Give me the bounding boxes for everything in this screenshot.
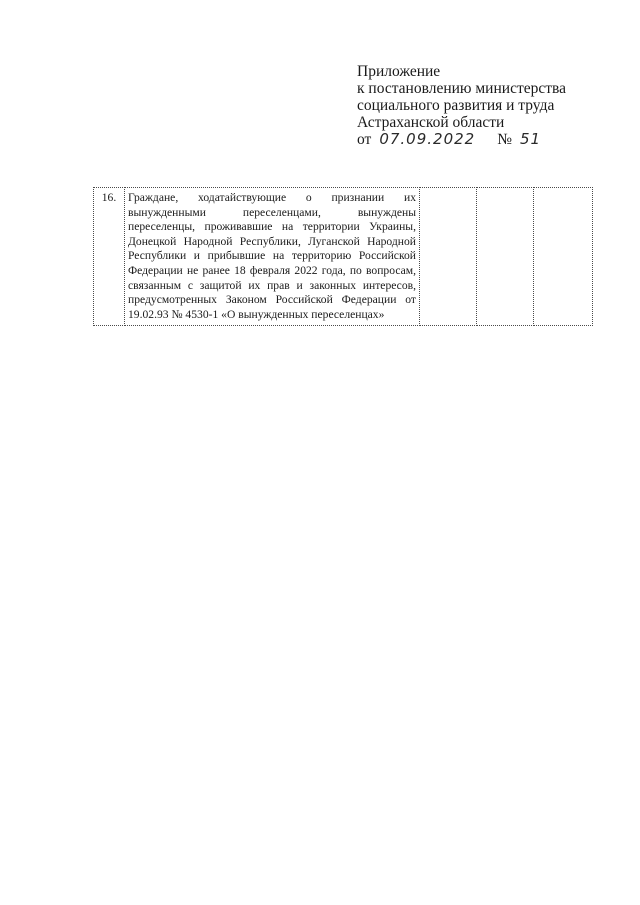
empty-cell-3 [534,188,593,326]
ministry-name-line: социального развития и труда [357,97,555,114]
empty-cell-2 [477,188,534,326]
appendix-reference-line: к постановлению министерства [357,80,567,97]
region-name-line: Астраханской области [357,114,505,131]
appendix-header [357,63,597,148]
date-prefix: от [357,131,372,148]
table-row [94,188,593,326]
date-number-line [357,131,597,148]
row-description: Граждане, ходатайствующие о признании их вынужденными переселенцами, вынуждены переселенцы, проживавшие на территории Украины, Донецкой Народной Республики, Луганской Народной Республики и прибывшие на территорию Российской Федерации не ранее 18 февраля 2022 года, по вопросам, связанным с защитой их прав и законных интересов, предусмотренных Законом Российской Федерации от 19.02.93 № 4530-1 «О вынужденных переселенцах» [125,188,420,326]
document-table [93,187,593,326]
handwritten-number: 51 [520,130,542,148]
empty-cell-1 [420,188,477,326]
row-number: 16. [94,188,125,326]
appendix-title: Приложение [357,63,441,80]
handwritten-date: 07.09.2022 [379,130,476,148]
number-sign: № [497,131,513,148]
